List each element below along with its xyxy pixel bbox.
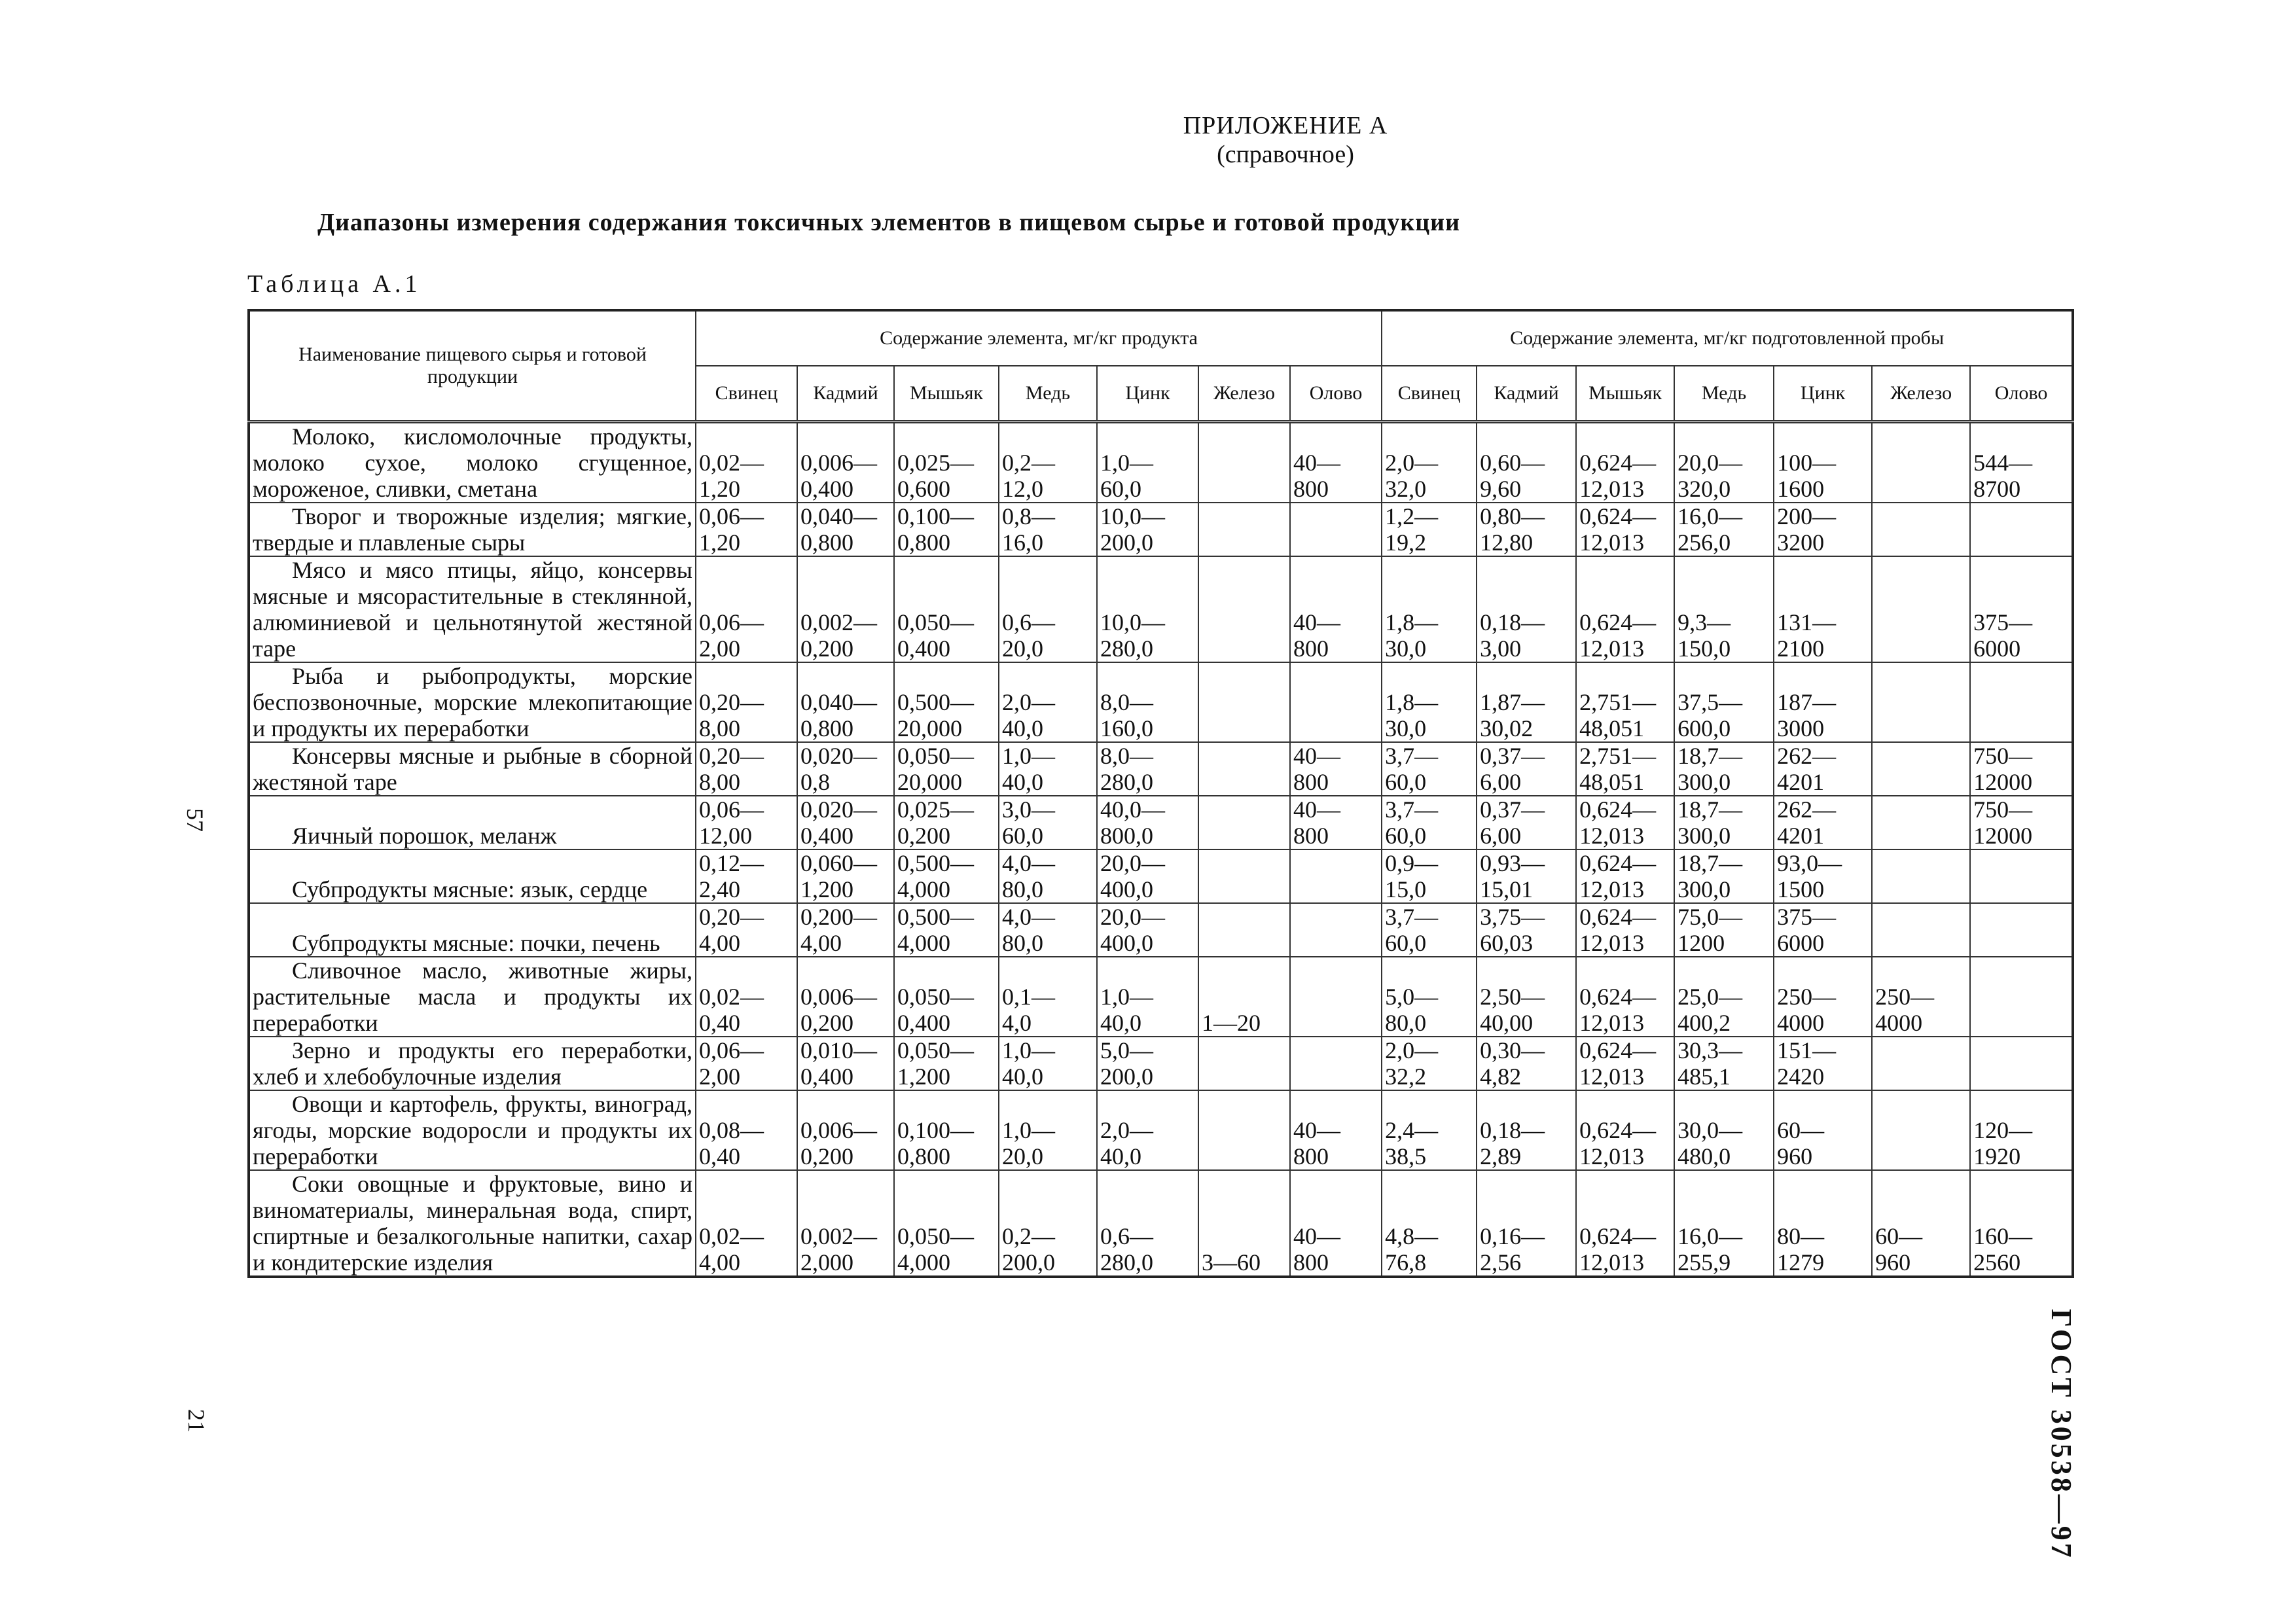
range-value-cell: 0,020— 0,400 — [797, 796, 894, 849]
range-value-cell: 0,6— 280,0 — [1097, 1170, 1198, 1277]
product-name-cell: Молоко, кисломолочные продукты, молоко сухое, молоко сгущенное, мороженое, сливки, сметана — [249, 422, 696, 503]
product-name-cell: Субпродукты мясные: язык, сердце — [249, 849, 696, 903]
product-name-cell: Субпродукты мясные: почки, печень — [249, 903, 696, 957]
range-value-cell: 200— 3200 — [1774, 503, 1872, 556]
range-value-cell: 0,06— 12,00 — [696, 796, 797, 849]
range-value-cell: 0,06— 1,20 — [696, 503, 797, 556]
range-value-cell: 18,7— 300,0 — [1674, 742, 1774, 796]
column-header: Кадмий — [1477, 366, 1576, 422]
column-header: Медь — [1674, 366, 1774, 422]
range-value-cell: 100— 1600 — [1774, 422, 1872, 503]
range-value-cell: 0,006— 0,200 — [797, 957, 894, 1037]
standard-designation: ГОСТ 30538—97 — [2045, 1309, 2077, 1560]
range-value-cell: 0,020— 0,8 — [797, 742, 894, 796]
range-value-cell — [1198, 662, 1290, 742]
range-value-cell: 10,0— 200,0 — [1097, 503, 1198, 556]
range-value-cell — [1970, 662, 2073, 742]
table-row — [249, 903, 2073, 957]
range-value-cell: 0,18— 2,89 — [1477, 1090, 1576, 1170]
range-value-cell: 2,50— 40,00 — [1477, 957, 1576, 1037]
range-value-cell: 40,0— 800,0 — [1097, 796, 1198, 849]
range-value-cell — [1198, 1037, 1290, 1090]
range-value-cell: 0,050— 0,400 — [894, 957, 999, 1037]
product-name-cell: Мясо и мясо птицы, яйцо, консервы мясные и мясорастительные в стеклянной, алюминиевой и цельнотянутой жестяной таре — [249, 556, 696, 662]
table-row — [249, 556, 2073, 662]
range-value-cell: 0,040— 0,800 — [797, 662, 894, 742]
range-value-cell: 0,500— 4,000 — [894, 903, 999, 957]
range-value-cell: 0,050— 4,000 — [894, 1170, 999, 1277]
range-value-cell: 0,500— 4,000 — [894, 849, 999, 903]
range-value-cell: 250— 4000 — [1872, 957, 1970, 1037]
range-value-cell: 0,100— 0,800 — [894, 503, 999, 556]
range-value-cell: 16,0— 256,0 — [1674, 503, 1774, 556]
range-value-cell: 0,93— 15,01 — [1477, 849, 1576, 903]
range-value-cell: 0,624— 12,013 — [1576, 1037, 1674, 1090]
column-header: Олово — [1970, 366, 2073, 422]
range-value-cell: 0,2— 200,0 — [999, 1170, 1097, 1277]
range-value-cell: 0,624— 12,013 — [1576, 556, 1674, 662]
range-value-cell — [1970, 903, 2073, 957]
group-header-sample: Содержание элемента, мг/кг подготовленной пробы — [1382, 310, 2073, 366]
range-value-cell — [1198, 742, 1290, 796]
range-value-cell — [1198, 503, 1290, 556]
range-value-cell: 4,0— 80,0 — [999, 849, 1097, 903]
range-value-cell: 2,0— 32,2 — [1382, 1037, 1477, 1090]
range-value-cell — [1290, 903, 1382, 957]
range-value-cell: 0,06— 2,00 — [696, 1037, 797, 1090]
column-header: Свинец — [1382, 366, 1477, 422]
range-value-cell: 40— 800 — [1290, 556, 1382, 662]
product-name-cell: Соки овощные и фруктовые, вино и виноматериалы, минеральная вода, спирт, спиртные и безалкогольные напитки, сахар и кондитерские изделия — [249, 1170, 696, 1277]
range-value-cell: 0,02— 4,00 — [696, 1170, 797, 1277]
range-value-cell: 0,80— 12,80 — [1477, 503, 1576, 556]
table-heading: Диапазоны измерения содержания токсичных элементов в пищевом сырье и готовой продукции — [317, 209, 1460, 236]
range-value-cell: 0,20— 8,00 — [696, 742, 797, 796]
range-value-cell: 0,002— 2,000 — [797, 1170, 894, 1277]
range-value-cell: 3,7— 60,0 — [1382, 903, 1477, 957]
range-value-cell: 1,0— 40,0 — [999, 1037, 1097, 1090]
range-value-cell: 2,751— 48,051 — [1576, 662, 1674, 742]
range-value-cell: 0,002— 0,200 — [797, 556, 894, 662]
range-value-cell: 3—60 — [1198, 1170, 1290, 1277]
range-value-cell: 1,8— 30,0 — [1382, 662, 1477, 742]
range-value-cell: 0,18— 3,00 — [1477, 556, 1576, 662]
range-value-cell: 1,2— 19,2 — [1382, 503, 1477, 556]
appendix-subtitle: (справочное) — [1217, 141, 1354, 168]
range-value-cell: 0,37— 6,00 — [1477, 796, 1576, 849]
range-value-cell: 0,60— 9,60 — [1477, 422, 1576, 503]
range-value-cell: 3,75— 60,03 — [1477, 903, 1576, 957]
column-header: Мышьяк — [1576, 366, 1674, 422]
range-value-cell: 18,7— 300,0 — [1674, 849, 1774, 903]
page-number-top: 57 — [182, 808, 208, 832]
range-value-cell — [1198, 556, 1290, 662]
range-value-cell — [1872, 1090, 1970, 1170]
range-value-cell — [1970, 849, 2073, 903]
range-value-cell: 0,025— 0,200 — [894, 796, 999, 849]
range-value-cell: 5,0— 200,0 — [1097, 1037, 1198, 1090]
range-value-cell: 160— 2560 — [1970, 1170, 2073, 1277]
range-value-cell: 0,050— 1,200 — [894, 1037, 999, 1090]
range-value-cell: 544— 8700 — [1970, 422, 2073, 503]
range-value-cell: 2,0— 40,0 — [1097, 1090, 1198, 1170]
range-value-cell — [1872, 903, 1970, 957]
range-value-cell — [1872, 662, 1970, 742]
range-value-cell: 0,8— 16,0 — [999, 503, 1097, 556]
range-value-cell: 0,006— 0,400 — [797, 422, 894, 503]
range-value-cell — [1872, 742, 1970, 796]
range-value-cell — [1198, 796, 1290, 849]
range-value-cell: 0,050— 20,000 — [894, 742, 999, 796]
range-value-cell: 750— 12000 — [1970, 796, 2073, 849]
page-number-bottom: 21 — [183, 1409, 209, 1433]
product-name-cell: Зерно и продукты его переработки, хлеб и хлебобулочные изделия — [249, 1037, 696, 1090]
column-header: Олово — [1290, 366, 1382, 422]
column-header: Кадмий — [797, 366, 894, 422]
range-value-cell: 80— 1279 — [1774, 1170, 1872, 1277]
range-value-cell: 1,87— 30,02 — [1477, 662, 1576, 742]
table-row — [249, 1037, 2073, 1090]
range-value-cell: 2,0— 32,0 — [1382, 422, 1477, 503]
range-value-cell — [1872, 556, 1970, 662]
product-name-cell: Сливочное масло, животные жиры, растительные масла и продукты их переработки — [249, 957, 696, 1037]
range-value-cell: 1,0— 40,0 — [999, 742, 1097, 796]
range-value-cell: 0,30— 4,82 — [1477, 1037, 1576, 1090]
range-value-cell: 30,0— 480,0 — [1674, 1090, 1774, 1170]
range-value-cell: 0,040— 0,800 — [797, 503, 894, 556]
range-value-cell: 25,0— 400,2 — [1674, 957, 1774, 1037]
range-value-cell: 0,050— 0,400 — [894, 556, 999, 662]
range-value-cell: 120— 1920 — [1970, 1090, 2073, 1170]
range-value-cell: 0,37— 6,00 — [1477, 742, 1576, 796]
table-row — [249, 503, 2073, 556]
product-name-cell: Овощи и картофель, фрукты, виноград, ягоды, морские водоросли и продукты их переработки — [249, 1090, 696, 1170]
range-value-cell: 1—20 — [1198, 957, 1290, 1037]
range-value-cell: 2,4— 38,5 — [1382, 1090, 1477, 1170]
range-value-cell: 0,9— 15,0 — [1382, 849, 1477, 903]
table-row — [249, 849, 2073, 903]
group-header-product: Содержание элемента, мг/кг продукта — [696, 310, 1382, 366]
range-value-cell: 262— 4201 — [1774, 796, 1872, 849]
range-value-cell — [1872, 849, 1970, 903]
range-value-cell: 262— 4201 — [1774, 742, 1872, 796]
range-value-cell: 5,0— 80,0 — [1382, 957, 1477, 1037]
range-value-cell: 30,3— 485,1 — [1674, 1037, 1774, 1090]
column-header: Железо — [1872, 366, 1970, 422]
table-row — [249, 796, 2073, 849]
range-value-cell: 0,624— 12,013 — [1576, 1090, 1674, 1170]
range-value-cell: 0,1— 4,0 — [999, 957, 1097, 1037]
range-value-cell — [1290, 957, 1382, 1037]
range-value-cell: 3,0— 60,0 — [999, 796, 1097, 849]
range-value-cell: 1,0— 40,0 — [1097, 957, 1198, 1037]
ranges-table — [247, 309, 2074, 1278]
product-name-cell: Яичный порошок, меланж — [249, 796, 696, 849]
range-value-cell: 20,0— 320,0 — [1674, 422, 1774, 503]
range-value-cell: 0,12— 2,40 — [696, 849, 797, 903]
range-value-cell — [1970, 1037, 2073, 1090]
range-value-cell: 0,624— 12,013 — [1576, 1170, 1674, 1277]
range-value-cell — [1872, 503, 1970, 556]
range-value-cell — [1970, 957, 2073, 1037]
table-row — [249, 1170, 2073, 1277]
range-value-cell: 250— 4000 — [1774, 957, 1872, 1037]
range-value-cell: 0,624— 12,013 — [1576, 796, 1674, 849]
range-value-cell: 60— 960 — [1774, 1090, 1872, 1170]
product-name-cell: Рыба и рыбопродукты, морские беспозвоночные, морские млекопитающие и продукты их переработки — [249, 662, 696, 742]
range-value-cell: 0,624— 12,013 — [1576, 903, 1674, 957]
range-value-cell: 40— 800 — [1290, 742, 1382, 796]
product-name-cell: Творог и творожные изделия; мягкие, твердые и плавленые сыры — [249, 503, 696, 556]
range-value-cell: 9,3— 150,0 — [1674, 556, 1774, 662]
range-value-cell: 0,20— 8,00 — [696, 662, 797, 742]
range-value-cell: 750— 12000 — [1970, 742, 2073, 796]
range-value-cell — [1198, 1090, 1290, 1170]
range-value-cell — [1872, 796, 1970, 849]
column-header: Цинк — [1097, 366, 1198, 422]
range-value-cell: 0,20— 4,00 — [696, 903, 797, 957]
range-value-cell: 2,751— 48,051 — [1576, 742, 1674, 796]
range-value-cell: 151— 2420 — [1774, 1037, 1872, 1090]
range-value-cell: 0,02— 0,40 — [696, 957, 797, 1037]
range-value-cell: 40— 800 — [1290, 796, 1382, 849]
range-value-cell: 4,8— 76,8 — [1382, 1170, 1477, 1277]
column-header: Железо — [1198, 366, 1290, 422]
name-column-header: Наименование пищевого сырья и готовой продукции — [249, 310, 696, 422]
range-value-cell: 0,006— 0,200 — [797, 1090, 894, 1170]
range-value-cell: 8,0— 160,0 — [1097, 662, 1198, 742]
range-value-cell: 187— 3000 — [1774, 662, 1872, 742]
range-value-cell — [1970, 503, 2073, 556]
range-value-cell: 3,7— 60,0 — [1382, 796, 1477, 849]
range-value-cell: 0,010— 0,400 — [797, 1037, 894, 1090]
range-value-cell: 1,0— 60,0 — [1097, 422, 1198, 503]
table-row — [249, 662, 2073, 742]
table-row — [249, 742, 2073, 796]
range-value-cell: 375— 6000 — [1970, 556, 2073, 662]
range-value-cell — [1198, 903, 1290, 957]
range-value-cell: 0,08— 0,40 — [696, 1090, 797, 1170]
range-value-cell: 16,0— 255,9 — [1674, 1170, 1774, 1277]
range-value-cell — [1198, 422, 1290, 503]
range-value-cell: 40— 800 — [1290, 1170, 1382, 1277]
range-value-cell — [1290, 503, 1382, 556]
column-header: Мышьяк — [894, 366, 999, 422]
range-value-cell: 0,624— 12,013 — [1576, 849, 1674, 903]
range-value-cell: 20,0— 400,0 — [1097, 903, 1198, 957]
table-row — [249, 422, 2073, 503]
range-value-cell — [1290, 1037, 1382, 1090]
range-value-cell — [1290, 849, 1382, 903]
table-row — [249, 957, 2073, 1037]
appendix-title-block — [0, 111, 2296, 169]
column-header: Цинк — [1774, 366, 1872, 422]
range-value-cell — [1290, 662, 1382, 742]
range-value-cell: 0,624— 12,013 — [1576, 957, 1674, 1037]
range-value-cell: 0,200— 4,00 — [797, 903, 894, 957]
range-value-cell: 375— 6000 — [1774, 903, 1872, 957]
range-value-cell: 0,100— 0,800 — [894, 1090, 999, 1170]
range-value-cell: 18,7— 300,0 — [1674, 796, 1774, 849]
range-value-cell: 1,0— 20,0 — [999, 1090, 1097, 1170]
range-value-cell — [1872, 422, 1970, 503]
range-value-cell: 0,060— 1,200 — [797, 849, 894, 903]
range-value-cell: 0,2— 12,0 — [999, 422, 1097, 503]
range-value-cell: 60— 960 — [1872, 1170, 1970, 1277]
range-value-cell: 0,06— 2,00 — [696, 556, 797, 662]
range-value-cell: 40— 800 — [1290, 422, 1382, 503]
range-value-cell: 1,8— 30,0 — [1382, 556, 1477, 662]
appendix-title: ПРИЛОЖЕНИЕ А — [1183, 112, 1388, 139]
range-value-cell: 131— 2100 — [1774, 556, 1872, 662]
range-value-cell: 0,025— 0,600 — [894, 422, 999, 503]
range-value-cell — [1198, 849, 1290, 903]
range-value-cell: 0,500— 20,000 — [894, 662, 999, 742]
range-value-cell: 37,5— 600,0 — [1674, 662, 1774, 742]
range-value-cell: 3,7— 60,0 — [1382, 742, 1477, 796]
column-header: Свинец — [696, 366, 797, 422]
range-value-cell: 0,02— 1,20 — [696, 422, 797, 503]
range-value-cell: 0,624— 12,013 — [1576, 503, 1674, 556]
range-value-cell: 2,0— 40,0 — [999, 662, 1097, 742]
range-value-cell: 75,0— 1200 — [1674, 903, 1774, 957]
range-value-cell: 0,6— 20,0 — [999, 556, 1097, 662]
table-row — [249, 1090, 2073, 1170]
table-body — [249, 422, 2073, 1277]
column-header: Медь — [999, 366, 1097, 422]
range-value-cell: 93,0— 1500 — [1774, 849, 1872, 903]
range-value-cell: 8,0— 280,0 — [1097, 742, 1198, 796]
table-label: Таблица А.1 — [247, 270, 422, 298]
range-value-cell: 0,16— 2,56 — [1477, 1170, 1576, 1277]
range-value-cell: 20,0— 400,0 — [1097, 849, 1198, 903]
product-name-cell: Консервы мясные и рыбные в сборной жестяной таре — [249, 742, 696, 796]
range-value-cell: 10,0— 280,0 — [1097, 556, 1198, 662]
range-value-cell: 0,624— 12,013 — [1576, 422, 1674, 503]
range-value-cell — [1872, 1037, 1970, 1090]
range-value-cell: 4,0— 80,0 — [999, 903, 1097, 957]
range-value-cell: 40— 800 — [1290, 1090, 1382, 1170]
